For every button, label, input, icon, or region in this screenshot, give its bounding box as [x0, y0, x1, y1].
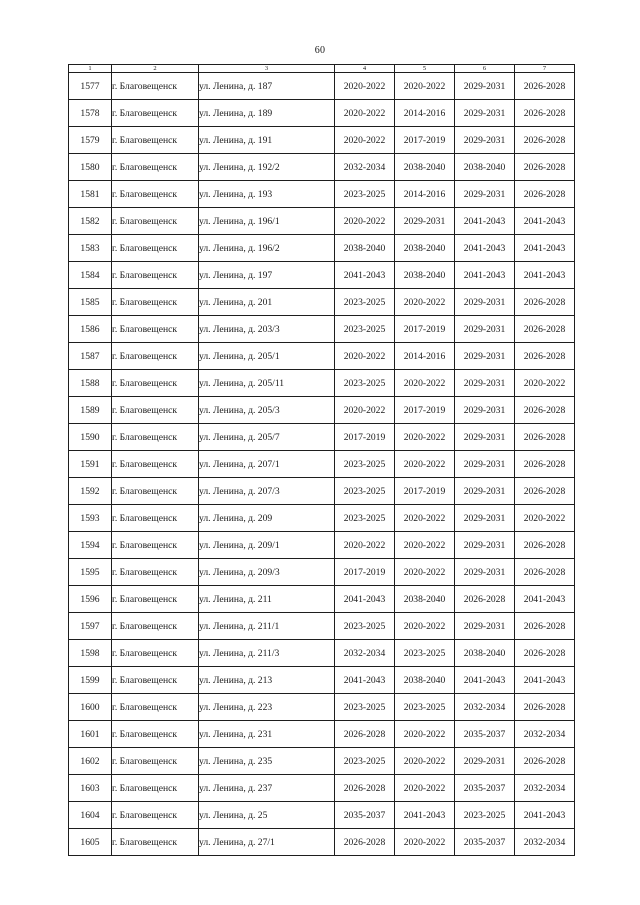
period-cell: 2029-2031: [455, 73, 515, 100]
period-cell: 2026-2028: [515, 532, 575, 559]
city-cell: г. Благовещенск: [112, 235, 199, 262]
period-cell: 2041-2043: [455, 208, 515, 235]
period-cell: 2041-2043: [515, 262, 575, 289]
row-number-cell: 1601: [69, 721, 112, 748]
city-cell: г. Благовещенск: [112, 775, 199, 802]
period-cell: 2041-2043: [395, 802, 455, 829]
period-cell: 2041-2043: [515, 586, 575, 613]
city-cell: г. Благовещенск: [112, 289, 199, 316]
city-cell: г. Благовещенск: [112, 262, 199, 289]
period-cell: 2029-2031: [455, 316, 515, 343]
period-cell: 2041-2043: [515, 667, 575, 694]
period-cell: 2038-2040: [395, 154, 455, 181]
period-cell: 2029-2031: [455, 289, 515, 316]
table-row: [69, 505, 575, 532]
city-cell: г. Благовещенск: [112, 586, 199, 613]
row-number-cell: 1581: [69, 181, 112, 208]
address-cell: ул. Ленина, д. 192/2: [199, 154, 335, 181]
period-cell: 2017-2019: [395, 316, 455, 343]
period-cell: 2029-2031: [455, 532, 515, 559]
period-cell: 2032-2034: [455, 694, 515, 721]
period-cell: 2029-2031: [455, 370, 515, 397]
period-cell: 2020-2022: [395, 829, 455, 856]
period-cell: 2035-2037: [455, 721, 515, 748]
period-cell: 2020-2022: [335, 208, 395, 235]
period-cell: 2014-2016: [395, 100, 455, 127]
row-number-cell: 1594: [69, 532, 112, 559]
column-header: 5: [395, 65, 455, 73]
period-cell: 2020-2022: [395, 559, 455, 586]
row-number-cell: 1596: [69, 586, 112, 613]
table-row: [69, 451, 575, 478]
period-cell: 2029-2031: [455, 100, 515, 127]
address-cell: ул. Ленина, д. 25: [199, 802, 335, 829]
period-cell: 2038-2040: [335, 235, 395, 262]
period-cell: 2029-2031: [455, 424, 515, 451]
period-cell: 2023-2025: [335, 451, 395, 478]
address-cell: ул. Ленина, д. 189: [199, 100, 335, 127]
period-cell: 2023-2025: [335, 289, 395, 316]
row-number-cell: 1602: [69, 748, 112, 775]
column-header: 6: [455, 65, 515, 73]
period-cell: 2026-2028: [515, 478, 575, 505]
table-row: [69, 73, 575, 100]
city-cell: г. Благовещенск: [112, 73, 199, 100]
period-cell: 2023-2025: [395, 694, 455, 721]
table-body: [69, 65, 575, 856]
table-row: [69, 721, 575, 748]
period-cell: 2026-2028: [515, 289, 575, 316]
address-cell: ул. Ленина, д. 207/3: [199, 478, 335, 505]
table-row: [69, 829, 575, 856]
table-row: [69, 262, 575, 289]
address-cell: ул. Ленина, д. 203/3: [199, 316, 335, 343]
table-row: [69, 667, 575, 694]
period-cell: 2032-2034: [515, 829, 575, 856]
table-row: [69, 208, 575, 235]
row-number-cell: 1589: [69, 397, 112, 424]
city-cell: г. Благовещенск: [112, 532, 199, 559]
period-cell: 2038-2040: [455, 640, 515, 667]
period-cell: 2041-2043: [455, 667, 515, 694]
address-cell: ул. Ленина, д. 196/1: [199, 208, 335, 235]
table-row: [69, 397, 575, 424]
period-cell: 2029-2031: [455, 451, 515, 478]
period-cell: 2035-2037: [455, 829, 515, 856]
table-row: [69, 424, 575, 451]
period-cell: 2041-2043: [335, 667, 395, 694]
address-cell: ул. Ленина, д. 205/3: [199, 397, 335, 424]
row-number-cell: 1592: [69, 478, 112, 505]
period-cell: 2020-2022: [335, 127, 395, 154]
period-cell: 2020-2022: [335, 73, 395, 100]
period-cell: 2017-2019: [395, 127, 455, 154]
period-cell: 2032-2034: [515, 775, 575, 802]
period-cell: 2014-2016: [395, 181, 455, 208]
table-row: [69, 613, 575, 640]
address-cell: ул. Ленина, д. 209: [199, 505, 335, 532]
city-cell: г. Благовещенск: [112, 640, 199, 667]
period-cell: 2023-2025: [335, 694, 395, 721]
period-cell: 2029-2031: [455, 181, 515, 208]
city-cell: г. Благовещенск: [112, 829, 199, 856]
period-cell: 2026-2028: [515, 343, 575, 370]
period-cell: 2026-2028: [515, 127, 575, 154]
table-row: [69, 532, 575, 559]
period-cell: 2038-2040: [455, 154, 515, 181]
period-cell: 2032-2034: [515, 721, 575, 748]
table-row: [69, 748, 575, 775]
table-row: [69, 478, 575, 505]
period-cell: 2026-2028: [455, 586, 515, 613]
period-cell: 2020-2022: [395, 748, 455, 775]
period-cell: 2017-2019: [395, 478, 455, 505]
period-cell: 2041-2043: [515, 208, 575, 235]
city-cell: г. Благовещенск: [112, 208, 199, 235]
period-cell: 2026-2028: [515, 613, 575, 640]
address-cell: ул. Ленина, д. 187: [199, 73, 335, 100]
row-number-cell: 1597: [69, 613, 112, 640]
city-cell: г. Благовещенск: [112, 370, 199, 397]
city-cell: г. Благовещенск: [112, 748, 199, 775]
row-number-cell: 1586: [69, 316, 112, 343]
period-cell: 2026-2028: [515, 424, 575, 451]
address-cell: ул. Ленина, д. 211: [199, 586, 335, 613]
period-cell: 2038-2040: [395, 586, 455, 613]
period-cell: 2026-2028: [515, 154, 575, 181]
period-cell: 2029-2031: [455, 748, 515, 775]
address-cell: ул. Ленина, д. 235: [199, 748, 335, 775]
table-row: [69, 640, 575, 667]
period-cell: 2029-2031: [455, 127, 515, 154]
city-cell: г. Благовещенск: [112, 316, 199, 343]
column-header: 2: [112, 65, 199, 73]
period-cell: 2023-2025: [455, 802, 515, 829]
period-cell: 2023-2025: [335, 370, 395, 397]
period-cell: 2020-2022: [395, 775, 455, 802]
period-cell: 2026-2028: [515, 316, 575, 343]
period-cell: 2020-2022: [395, 721, 455, 748]
row-number-cell: 1599: [69, 667, 112, 694]
city-cell: г. Благовещенск: [112, 127, 199, 154]
address-cell: ул. Ленина, д. 196/2: [199, 235, 335, 262]
column-header: 7: [515, 65, 575, 73]
period-cell: 2035-2037: [455, 775, 515, 802]
table-row: [69, 370, 575, 397]
period-cell: 2029-2031: [395, 208, 455, 235]
period-cell: 2020-2022: [395, 370, 455, 397]
row-number-cell: 1598: [69, 640, 112, 667]
row-number-cell: 1604: [69, 802, 112, 829]
row-number-cell: 1591: [69, 451, 112, 478]
address-cell: ул. Ленина, д. 213: [199, 667, 335, 694]
table-row: [69, 316, 575, 343]
page-number: 60: [314, 45, 326, 56]
address-cell: ул. Ленина, д. 237: [199, 775, 335, 802]
period-cell: 2026-2028: [335, 721, 395, 748]
city-cell: г. Благовещенск: [112, 694, 199, 721]
table-row: [69, 127, 575, 154]
period-cell: 2026-2028: [515, 640, 575, 667]
period-cell: 2026-2028: [515, 451, 575, 478]
address-cell: ул. Ленина, д. 205/11: [199, 370, 335, 397]
period-cell: 2020-2022: [335, 343, 395, 370]
address-cell: ул. Ленина, д. 209/1: [199, 532, 335, 559]
row-number-cell: 1577: [69, 73, 112, 100]
table-row: [69, 559, 575, 586]
city-cell: г. Благовещенск: [112, 478, 199, 505]
row-number-cell: 1593: [69, 505, 112, 532]
period-cell: 2026-2028: [515, 73, 575, 100]
period-cell: 2020-2022: [395, 532, 455, 559]
period-cell: 2041-2043: [335, 586, 395, 613]
row-number-cell: 1579: [69, 127, 112, 154]
row-number-cell: 1590: [69, 424, 112, 451]
table-row: [69, 154, 575, 181]
column-header: 1: [69, 65, 112, 73]
period-cell: 2020-2022: [335, 532, 395, 559]
period-cell: 2023-2025: [335, 181, 395, 208]
period-cell: 2032-2034: [335, 640, 395, 667]
city-cell: г. Благовещенск: [112, 559, 199, 586]
address-cell: ул. Ленина, д. 207/1: [199, 451, 335, 478]
period-cell: 2020-2022: [395, 289, 455, 316]
address-cell: ул. Ленина, д. 205/1: [199, 343, 335, 370]
row-number-cell: 1585: [69, 289, 112, 316]
address-cell: ул. Ленина, д. 231: [199, 721, 335, 748]
row-number-cell: 1587: [69, 343, 112, 370]
period-cell: 2029-2031: [455, 397, 515, 424]
city-cell: г. Благовещенск: [112, 343, 199, 370]
table-row: [69, 235, 575, 262]
row-number-cell: 1582: [69, 208, 112, 235]
table-row: [69, 694, 575, 721]
period-cell: 2041-2043: [515, 802, 575, 829]
period-cell: 2026-2028: [515, 397, 575, 424]
period-cell: 2020-2022: [395, 73, 455, 100]
table-row: [69, 181, 575, 208]
period-cell: 2020-2022: [395, 424, 455, 451]
period-cell: 2017-2019: [335, 424, 395, 451]
city-cell: г. Благовещенск: [112, 154, 199, 181]
address-cell: ул. Ленина, д. 223: [199, 694, 335, 721]
period-cell: 2041-2043: [335, 262, 395, 289]
period-cell: 2032-2034: [335, 154, 395, 181]
period-cell: 2014-2016: [395, 343, 455, 370]
city-cell: г. Благовещенск: [112, 721, 199, 748]
period-cell: 2029-2031: [455, 505, 515, 532]
city-cell: г. Благовещенск: [112, 613, 199, 640]
period-cell: 2023-2025: [395, 640, 455, 667]
period-cell: 2020-2022: [335, 100, 395, 127]
period-cell: 2023-2025: [335, 748, 395, 775]
period-cell: 2029-2031: [455, 478, 515, 505]
period-cell: 2026-2028: [335, 775, 395, 802]
table-row: [69, 586, 575, 613]
city-cell: г. Благовещенск: [112, 451, 199, 478]
column-header: 4: [335, 65, 395, 73]
address-cell: ул. Ленина, д. 193: [199, 181, 335, 208]
period-cell: 2023-2025: [335, 613, 395, 640]
row-number-cell: 1600: [69, 694, 112, 721]
column-number-header-row: [69, 65, 575, 73]
period-cell: 2029-2031: [455, 613, 515, 640]
address-cell: ул. Ленина, д. 211/3: [199, 640, 335, 667]
period-cell: 2020-2022: [515, 370, 575, 397]
city-cell: г. Благовещенск: [112, 667, 199, 694]
period-cell: 2026-2028: [335, 829, 395, 856]
period-cell: 2038-2040: [395, 262, 455, 289]
address-cell: ул. Ленина, д. 191: [199, 127, 335, 154]
period-cell: 2020-2022: [335, 397, 395, 424]
period-cell: 2041-2043: [455, 235, 515, 262]
row-number-cell: 1603: [69, 775, 112, 802]
row-number-cell: 1583: [69, 235, 112, 262]
period-cell: 2023-2025: [335, 505, 395, 532]
period-cell: 2020-2022: [395, 451, 455, 478]
table-row: [69, 775, 575, 802]
period-cell: 2017-2019: [335, 559, 395, 586]
address-cell: ул. Ленина, д. 211/1: [199, 613, 335, 640]
table-row: [69, 343, 575, 370]
row-number-cell: 1584: [69, 262, 112, 289]
row-number-cell: 1588: [69, 370, 112, 397]
period-cell: 2023-2025: [335, 478, 395, 505]
table-row: [69, 802, 575, 829]
city-cell: г. Благовещенск: [112, 397, 199, 424]
city-cell: г. Благовещенск: [112, 181, 199, 208]
period-cell: 2035-2037: [335, 802, 395, 829]
period-cell: 2026-2028: [515, 559, 575, 586]
period-cell: 2020-2022: [395, 505, 455, 532]
period-cell: 2029-2031: [455, 559, 515, 586]
address-cell: ул. Ленина, д. 197: [199, 262, 335, 289]
period-cell: 2020-2022: [395, 613, 455, 640]
address-cell: ул. Ленина, д. 27/1: [199, 829, 335, 856]
period-cell: 2026-2028: [515, 694, 575, 721]
period-cell: 2026-2028: [515, 100, 575, 127]
city-cell: г. Благовещенск: [112, 802, 199, 829]
address-cell: ул. Ленина, д. 201: [199, 289, 335, 316]
row-number-cell: 1595: [69, 559, 112, 586]
period-cell: 2038-2040: [395, 667, 455, 694]
period-cell: 2020-2022: [515, 505, 575, 532]
address-cell: ул. Ленина, д. 209/3: [199, 559, 335, 586]
address-cell: ул. Ленина, д. 205/7: [199, 424, 335, 451]
period-cell: 2038-2040: [395, 235, 455, 262]
city-cell: г. Благовещенск: [112, 100, 199, 127]
period-cell: 2023-2025: [335, 316, 395, 343]
registry-table: [68, 64, 575, 856]
row-number-cell: 1580: [69, 154, 112, 181]
period-cell: 2041-2043: [455, 262, 515, 289]
period-cell: 2026-2028: [515, 748, 575, 775]
period-cell: 2029-2031: [455, 343, 515, 370]
row-number-cell: 1578: [69, 100, 112, 127]
city-cell: г. Благовещенск: [112, 505, 199, 532]
table-row: [69, 289, 575, 316]
period-cell: 2041-2043: [515, 235, 575, 262]
period-cell: 2026-2028: [515, 181, 575, 208]
table-row: [69, 100, 575, 127]
row-number-cell: 1605: [69, 829, 112, 856]
period-cell: 2017-2019: [395, 397, 455, 424]
column-header: 3: [199, 65, 335, 73]
city-cell: г. Благовещенск: [112, 424, 199, 451]
